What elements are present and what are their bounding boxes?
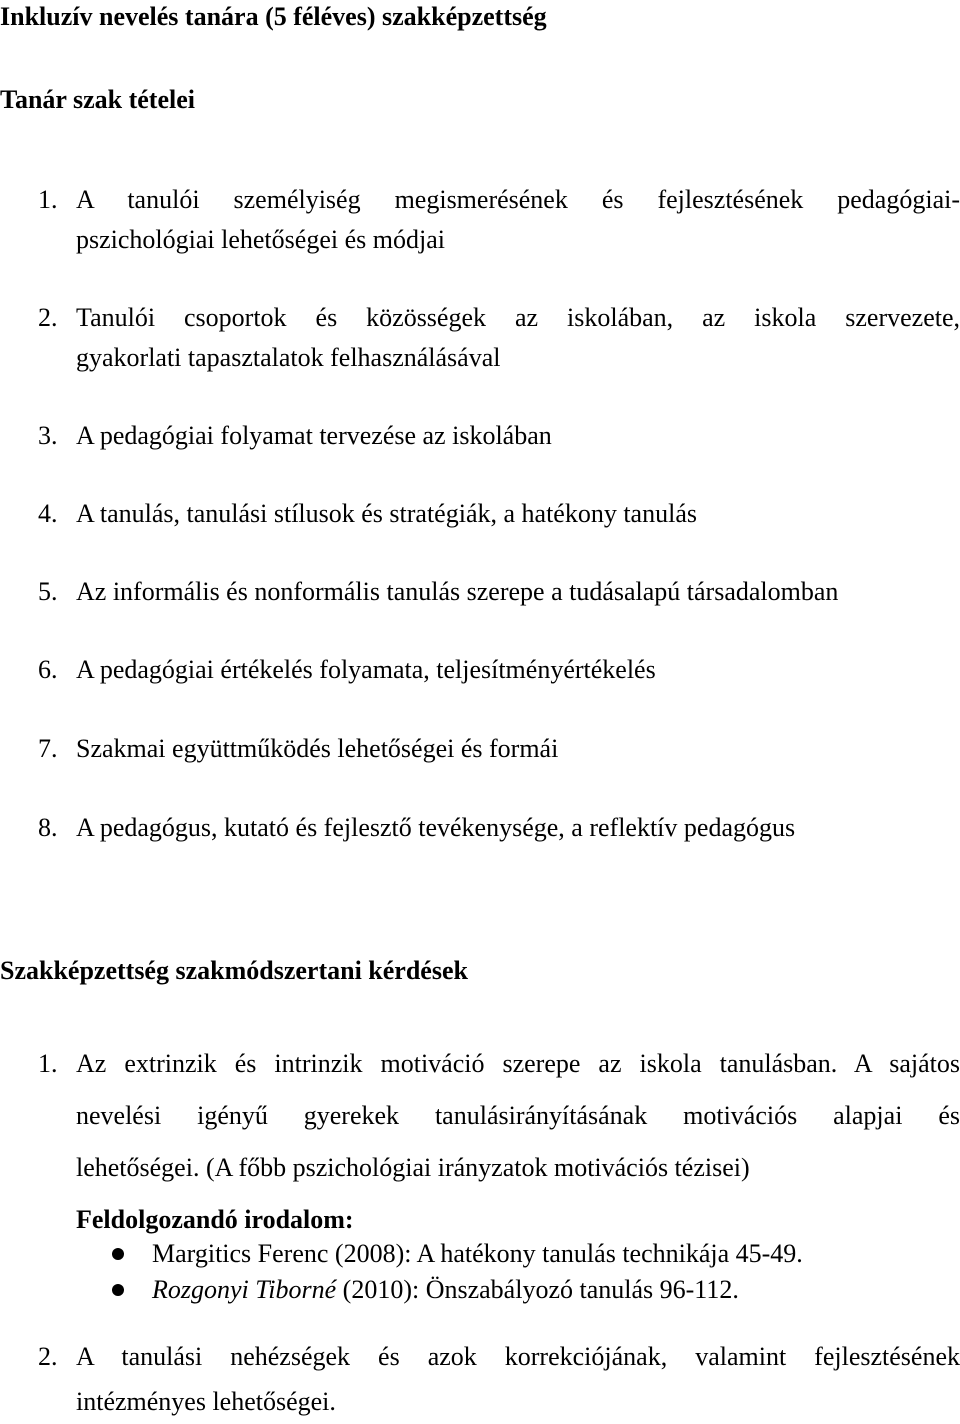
list-item-text-cont: gyakorlati tapasztalatok felhasználásával: [76, 343, 501, 372]
list-item-number: 1.: [38, 1049, 58, 1078]
list-item-text-cont: intézményes lehetőségei.: [76, 1387, 336, 1416]
list-item-text-cont: pszichológiai lehetőségei és módjai: [76, 225, 445, 254]
literature-heading: Feldolgozandó irodalom:: [76, 1205, 354, 1234]
list-item-text: Az extrinzik és intrinzik motiváció szerepe az iskola tanulásban. A sajátos: [76, 1049, 960, 1078]
list-item-number: 2.: [38, 1342, 58, 1371]
list-item-text: A tanulási nehézségek és azok korrekciójának, valamint fejlesztésének: [76, 1342, 960, 1371]
bullet-icon: [112, 1248, 124, 1260]
section-heading-tetelek: Tanár szak tételei: [0, 85, 195, 114]
list-item-text-cont: nevelési igényű gyerekek tanulásirányításának motivációs alapjai és: [76, 1101, 960, 1130]
list-item-text-cont: lehetőségei. (A főbb pszichológiai irányzatok motivációs tézisei): [76, 1153, 750, 1182]
literature-citation: (2010): Önszabályozó tanulás 96-112.: [336, 1275, 739, 1304]
literature-author: Margitics Ferenc: [152, 1239, 329, 1268]
bullet-icon: [112, 1284, 124, 1296]
list-item-text: Szakmai együttműködés lehetőségei és formái: [76, 734, 559, 763]
literature-item: [76, 1272, 960, 1308]
literature-citation: (2008): A hatékony tanulás technikája 45-49.: [328, 1239, 803, 1268]
list-item-number: 4.: [38, 499, 58, 528]
literature-author: Rozgonyi Tiborné: [152, 1275, 337, 1304]
list-item-number: 2.: [38, 303, 58, 332]
list-item-text: A pedagógus, kutató és fejlesztő tevékenysége, a reflektív pedagógus: [76, 813, 796, 842]
list-item-text: A pedagógiai folyamat tervezése az iskolában: [76, 421, 552, 450]
list-item-text: Tanulói csoportok és közösségek az iskolában, az iskola szervezete,: [76, 303, 960, 332]
literature-list: [76, 1236, 960, 1308]
list-item-text: Az informális és nonformális tanulás szerepe a tudásalapú társadalomban: [76, 577, 839, 606]
list-item-number: 1.: [38, 185, 58, 214]
literature-item: [76, 1236, 960, 1272]
list-item-number: 3.: [38, 421, 58, 450]
list-item-number: 8.: [38, 813, 58, 842]
list-item-text: A tanulás, tanulási stílusok és stratégiák, a hatékony tanulás: [76, 499, 697, 528]
section-heading-szakmodszertan: Szakképzettség szakmódszertani kérdések: [0, 956, 468, 985]
list-item-text: A pedagógiai értékelés folyamata, teljesítményértékelés: [76, 655, 656, 684]
list-item-number: 6.: [38, 655, 58, 684]
list-item-number: 7.: [38, 734, 58, 763]
list-item-text: A tanulói személyiség megismerésének és fejlesztésének pedagógiai-: [76, 185, 960, 214]
list-item-number: 5.: [38, 577, 58, 606]
document-title: Inkluzív nevelés tanára (5 féléves) szakképzettség: [0, 2, 547, 31]
